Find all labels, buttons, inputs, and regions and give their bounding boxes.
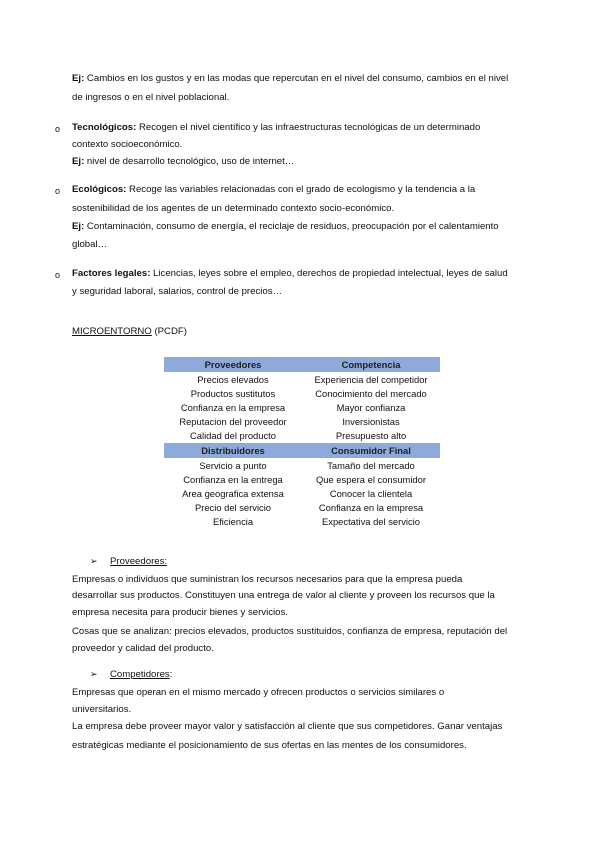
header-cell: Proveedores — [204, 359, 262, 370]
arrow-bullet-icon: ➢ — [90, 556, 98, 566]
table-cell: Calidad del producto — [190, 430, 276, 441]
paragraph-line: estratégicas mediante el posicionamiento de sus ofertas en las mentes de los consumidores. — [72, 740, 467, 751]
tecnologicos-example: Ej: nivel de desarrollo tecnológico, uso de internet… — [72, 156, 295, 167]
table-cell: Precios elevados — [197, 374, 269, 385]
table-cell: Conocimiento del mercado — [315, 388, 427, 399]
proveedores-heading: Proveedores: — [110, 556, 168, 567]
table-cell: Que espera el consumidor — [316, 474, 426, 485]
paragraph-line: La empresa debe proveer mayor valor y satisfacción al cliente que sus competidores. Ganar ventajas — [72, 721, 503, 732]
table-cell: Expectativa del servicio — [322, 516, 420, 527]
table-cell: Experiencia del competidor — [314, 374, 428, 385]
arrow-bullet-icon: ➢ — [90, 669, 98, 679]
header-cell: Consumidor Final — [331, 445, 411, 456]
table-cell: Tamaño del mercado — [327, 460, 415, 471]
header-cell: Distribuidores — [201, 445, 265, 456]
table-header-row — [164, 443, 440, 458]
table-cell: Servicio a punto — [199, 460, 267, 471]
paragraph-line: desarrollar sus productos. Constituyen una entrega de valor al cliente y proveen los recursos que la — [72, 590, 495, 601]
paragraph-line: Empresas que operan en el mismo mercado y ofrecen productos o servicios similares o — [72, 687, 445, 698]
header-cell: Competencia — [341, 359, 401, 370]
paragraph-line: universitarios. — [72, 704, 132, 715]
table-cell: Mayor confianza — [336, 402, 406, 413]
ecologicos-cont: sostenibilidad de los agentes de un determinado contexto socio-económico. — [72, 203, 395, 214]
paragraph-line: proveedor y calidad del producto. — [72, 643, 214, 654]
ej-label: Ej: — [72, 221, 85, 232]
legales-item: Factores legales: Licencias, leyes sobre el empleo, derechos de propiedad intelectual, leyes de salud — [72, 268, 508, 279]
tecnologicos-item: Tecnológicos: Recogen el nivel científico y las infraestructuras tecnológicas de un determinado — [72, 122, 481, 133]
bullet-marker: o — [55, 186, 61, 196]
paragraph-line: empresa necesita para producir bienes y servicios. — [72, 607, 288, 618]
table-header-row — [164, 357, 440, 372]
ecologicos-example-cont: global… — [72, 239, 108, 250]
table-cell: Area geografica extensa — [182, 488, 284, 499]
pcdf-table — [164, 351, 440, 529]
tecnologicos-cont: contexto socioeconómico. — [72, 139, 183, 150]
table-cell: Confianza en la empresa — [318, 502, 424, 513]
term-label: Tecnológicos: — [72, 122, 137, 133]
table-cell: Presupuesto alto — [335, 430, 407, 441]
term-label: Ecológicos: — [72, 184, 127, 195]
ej-label: Ej: — [72, 73, 85, 84]
bullet-marker: o — [55, 270, 61, 280]
competidores-heading: Competidores: — [110, 669, 173, 680]
ecologicos-example: Ej: Contaminación, consumo de energía, el reciclaje de residuos, preocupación por el calentamiento — [72, 221, 499, 232]
paragraph-line: Empresas o individuos que suministran los recursos necesarios para que la empresa pueda — [72, 574, 463, 585]
table-cell: Confianza en la empresa — [180, 402, 286, 413]
table-cell: Productos sustitutos — [190, 388, 276, 399]
bullet-marker: o — [55, 124, 61, 134]
paragraph-line: Cosas que se analizan: precios elevados, productos sustituidos, confianza de empresa, reputación del — [72, 626, 508, 637]
table-cell: Precio del servicio — [194, 502, 272, 513]
legales-cont: y seguridad laboral, salarios, control de precios… — [72, 286, 283, 297]
table-cell: Reputacion del proveedor — [179, 416, 287, 427]
intro-example: Ej: Cambios en los gustos y en las modas que repercutan en el nivel del consumo, cambios en el nivel — [72, 73, 509, 84]
term-label: Factores legales: — [72, 268, 151, 279]
intro-example-cont: de ingresos o en el nivel poblacional. — [72, 92, 230, 103]
table-cell: Conocer la clientela — [329, 488, 413, 499]
table-cell: Inversionistas — [342, 416, 400, 427]
microentorno-title: MICROENTORNO (PCDF) — [72, 326, 187, 337]
ej-label: Ej: — [72, 156, 85, 167]
table-cell: Eficiencia — [212, 516, 254, 527]
table-cell: Confianza en la entrega — [183, 474, 283, 485]
ecologicos-item: Ecológicos: Recoge las variables relacionadas con el grado de ecologismo y la tendencia a la — [72, 184, 476, 195]
